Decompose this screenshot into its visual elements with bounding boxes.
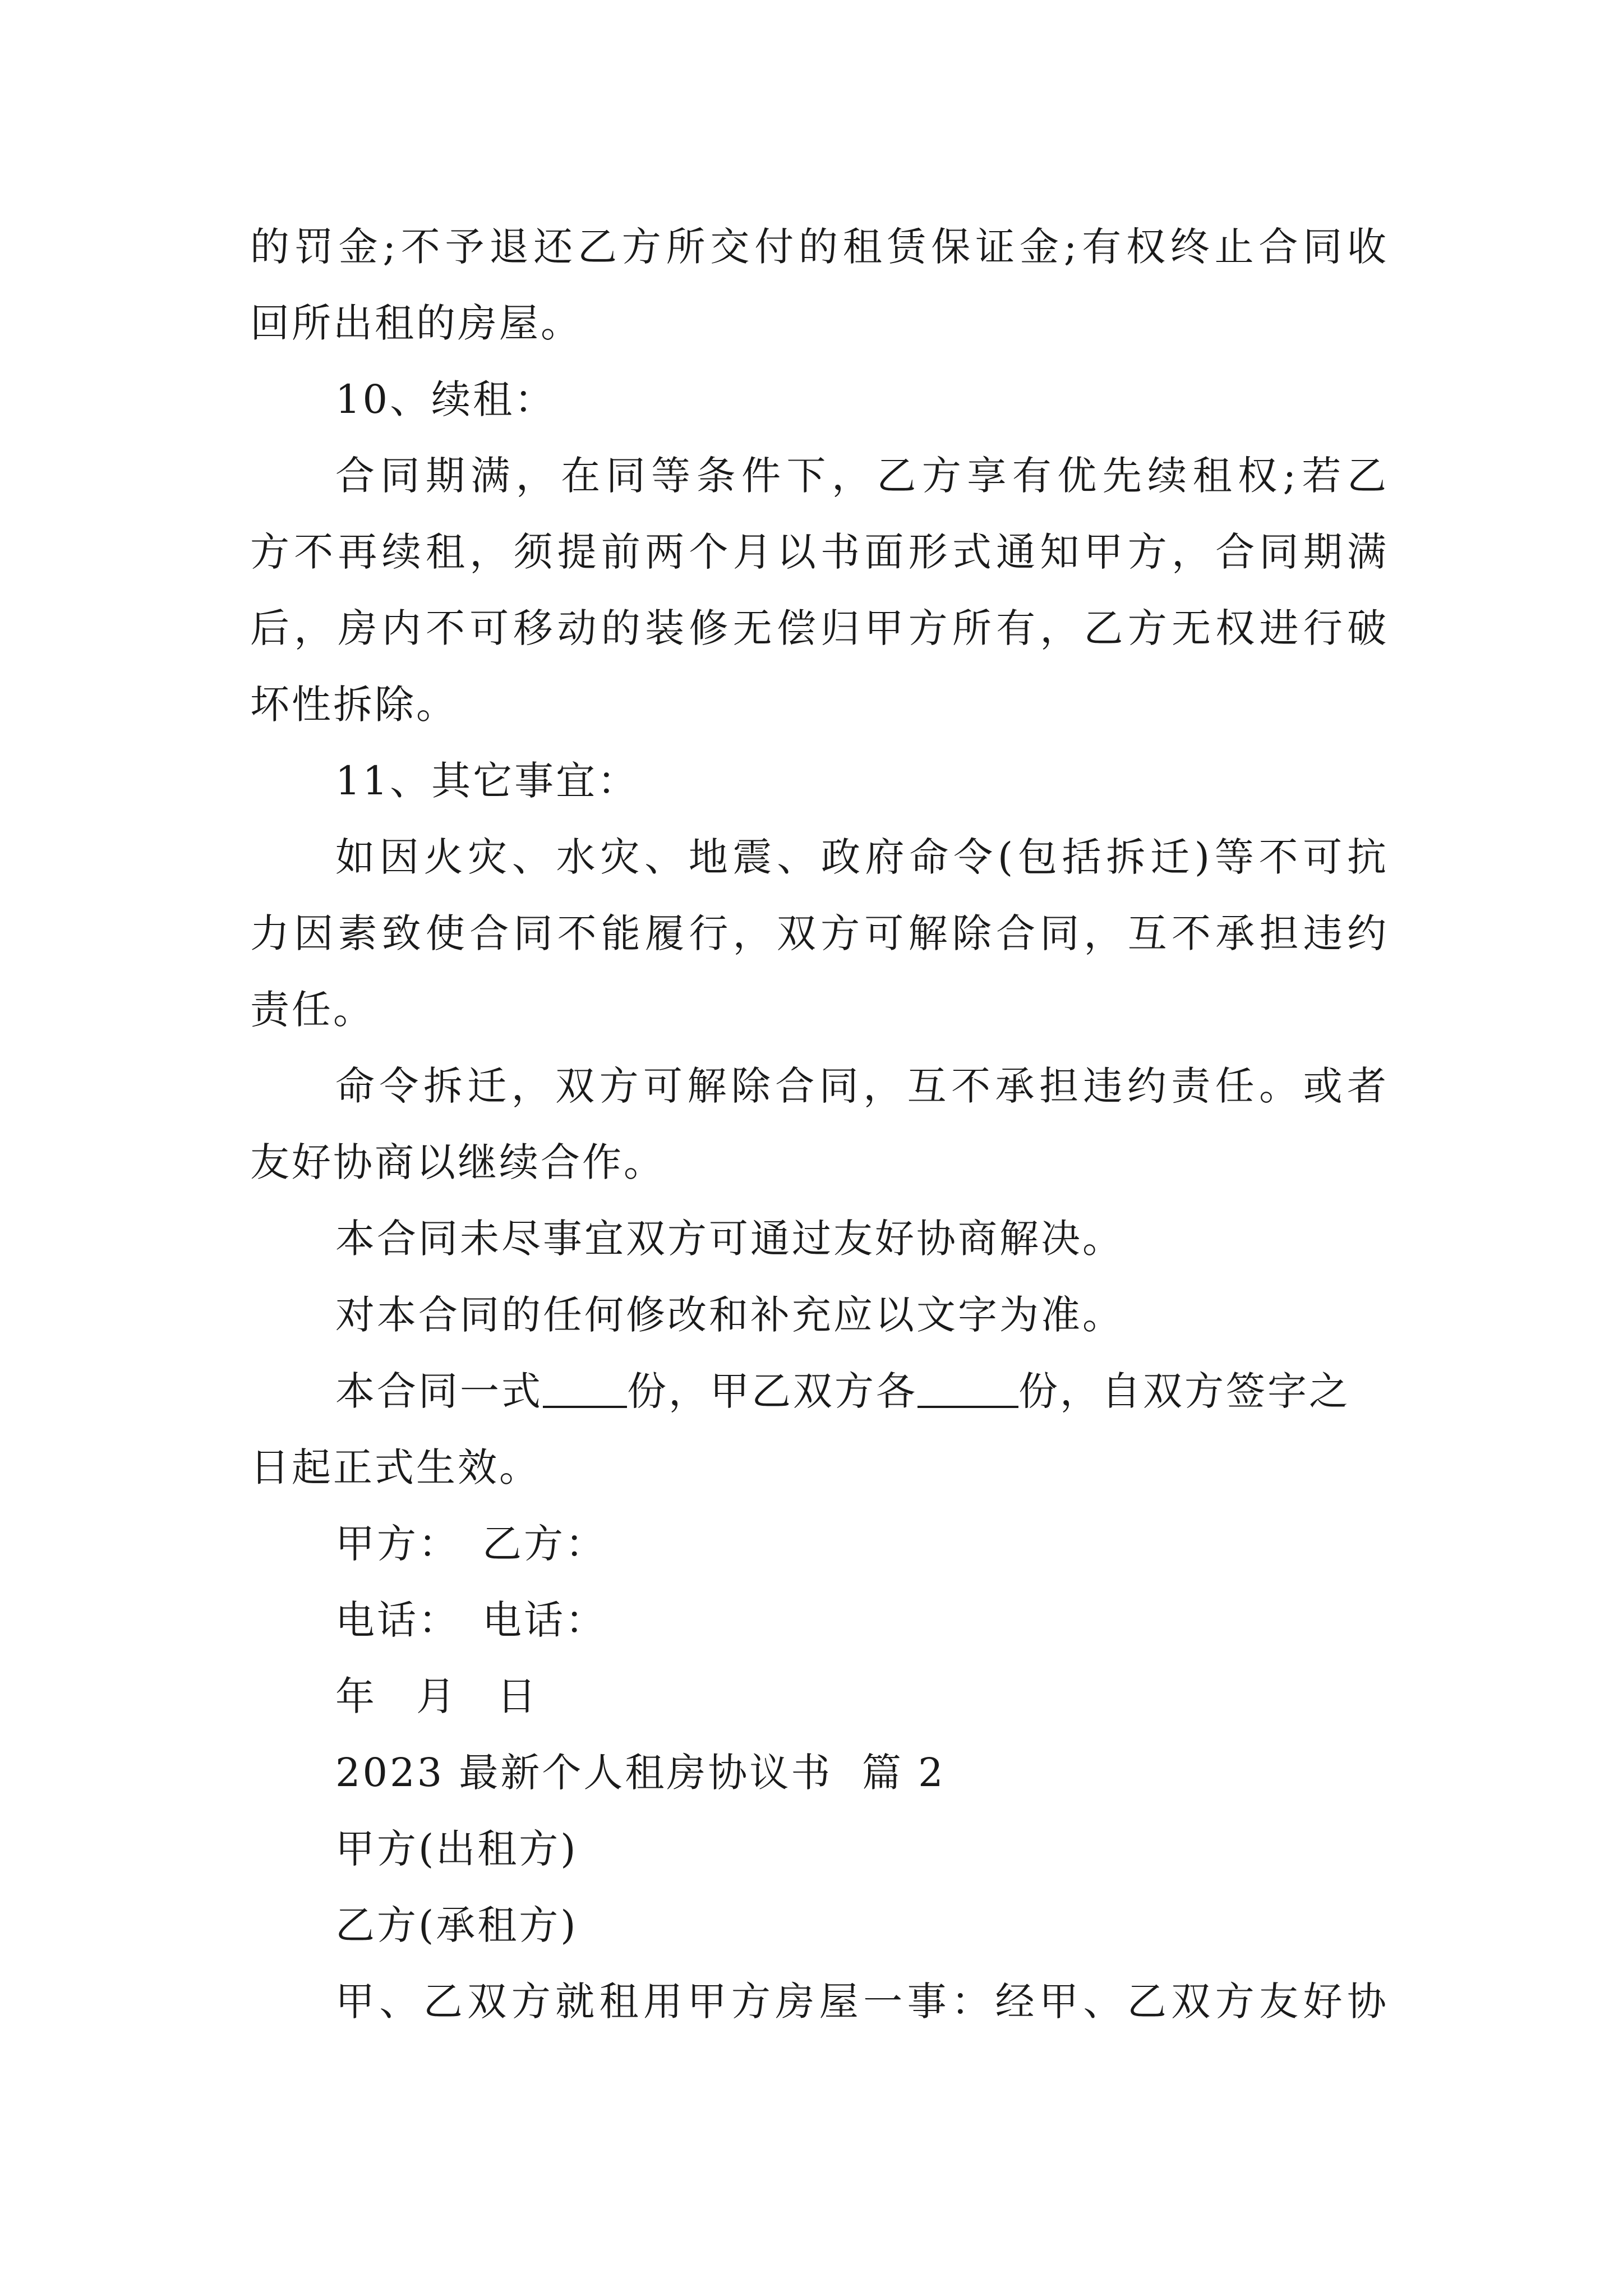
copies-text-3: 份，自双方签字之 — [1018, 1368, 1350, 1414]
paragraph-line: 合同期满，在同等条件下，乙方享有优先续租权;若乙 — [335, 453, 1389, 499]
paragraph-line: 的罚金;不予退还乙方所交付的租赁保证金;有权终止合同收 — [250, 224, 1389, 270]
phone-b-label: 电话： — [482, 1597, 607, 1643]
section-heading-other: 11、其它事宜： — [335, 758, 639, 804]
paragraph-line: 方不再续租，须提前两个月以书面形式通知甲方，合同期满 — [250, 529, 1389, 575]
paragraph-line: 命令拆迁，双方可解除合同，互不承担违约责任。或者 — [335, 1063, 1389, 1109]
party-a-label: 甲方： — [335, 1521, 460, 1567]
paragraph-line: 力因素致使合同不能履行，双方可解除合同，互不承担违约 — [250, 910, 1389, 956]
copies-line — [250, 1353, 1389, 1429]
copies-blank-total[interactable] — [543, 1366, 627, 1408]
signature-phone-line — [250, 1582, 1389, 1658]
section-heading-renewal: 10、续租： — [335, 376, 556, 422]
year-label: 年 — [335, 1673, 377, 1719]
section-title-part2: 2023 最新个人租房协议书 篇 2 — [335, 1750, 946, 1796]
paragraph-line: 本合同未尽事宜双方可通过友好协商解决。 — [335, 1216, 1124, 1262]
paragraph-line: 友好协商以继续合作。 — [250, 1139, 665, 1185]
paragraph-line: 对本合同的任何修改和补充应以文字为准。 — [335, 1292, 1124, 1338]
party-b-role: 乙方(承租方) — [335, 1902, 578, 1948]
month-label: 月 — [416, 1673, 458, 1719]
paragraph-line: 坏性拆除。 — [250, 682, 458, 728]
paragraph-line: 后，房内不可移动的装修无偿归甲方所有，乙方无权进行破 — [250, 605, 1389, 651]
phone-a-label: 电话： — [335, 1597, 460, 1643]
day-label: 日 — [497, 1673, 538, 1719]
paragraph-line: 回所出租的房屋。 — [250, 300, 582, 346]
copies-text-2: 份，甲乙双方各 — [627, 1368, 917, 1414]
party-a-role: 甲方(出租方) — [335, 1826, 578, 1872]
copies-text-1: 本合同一式 — [335, 1368, 543, 1414]
document-page — [250, 209, 1389, 2040]
paragraph-line: 责任。 — [250, 987, 375, 1033]
party-b-label: 乙方： — [482, 1521, 607, 1567]
paragraph-line: 日起正式生效。 — [250, 1444, 541, 1490]
paragraph-line: 如因火灾、水灾、地震、政府命令(包括拆迁)等不可抗 — [335, 834, 1389, 880]
copies-blank-each[interactable] — [917, 1366, 1018, 1408]
signature-parties-line — [250, 1506, 1389, 1582]
signature-date-line — [250, 1658, 1389, 1734]
paragraph-line: 甲、乙双方就租用甲方房屋一事：经甲、乙双方友好协 — [335, 1978, 1389, 2024]
